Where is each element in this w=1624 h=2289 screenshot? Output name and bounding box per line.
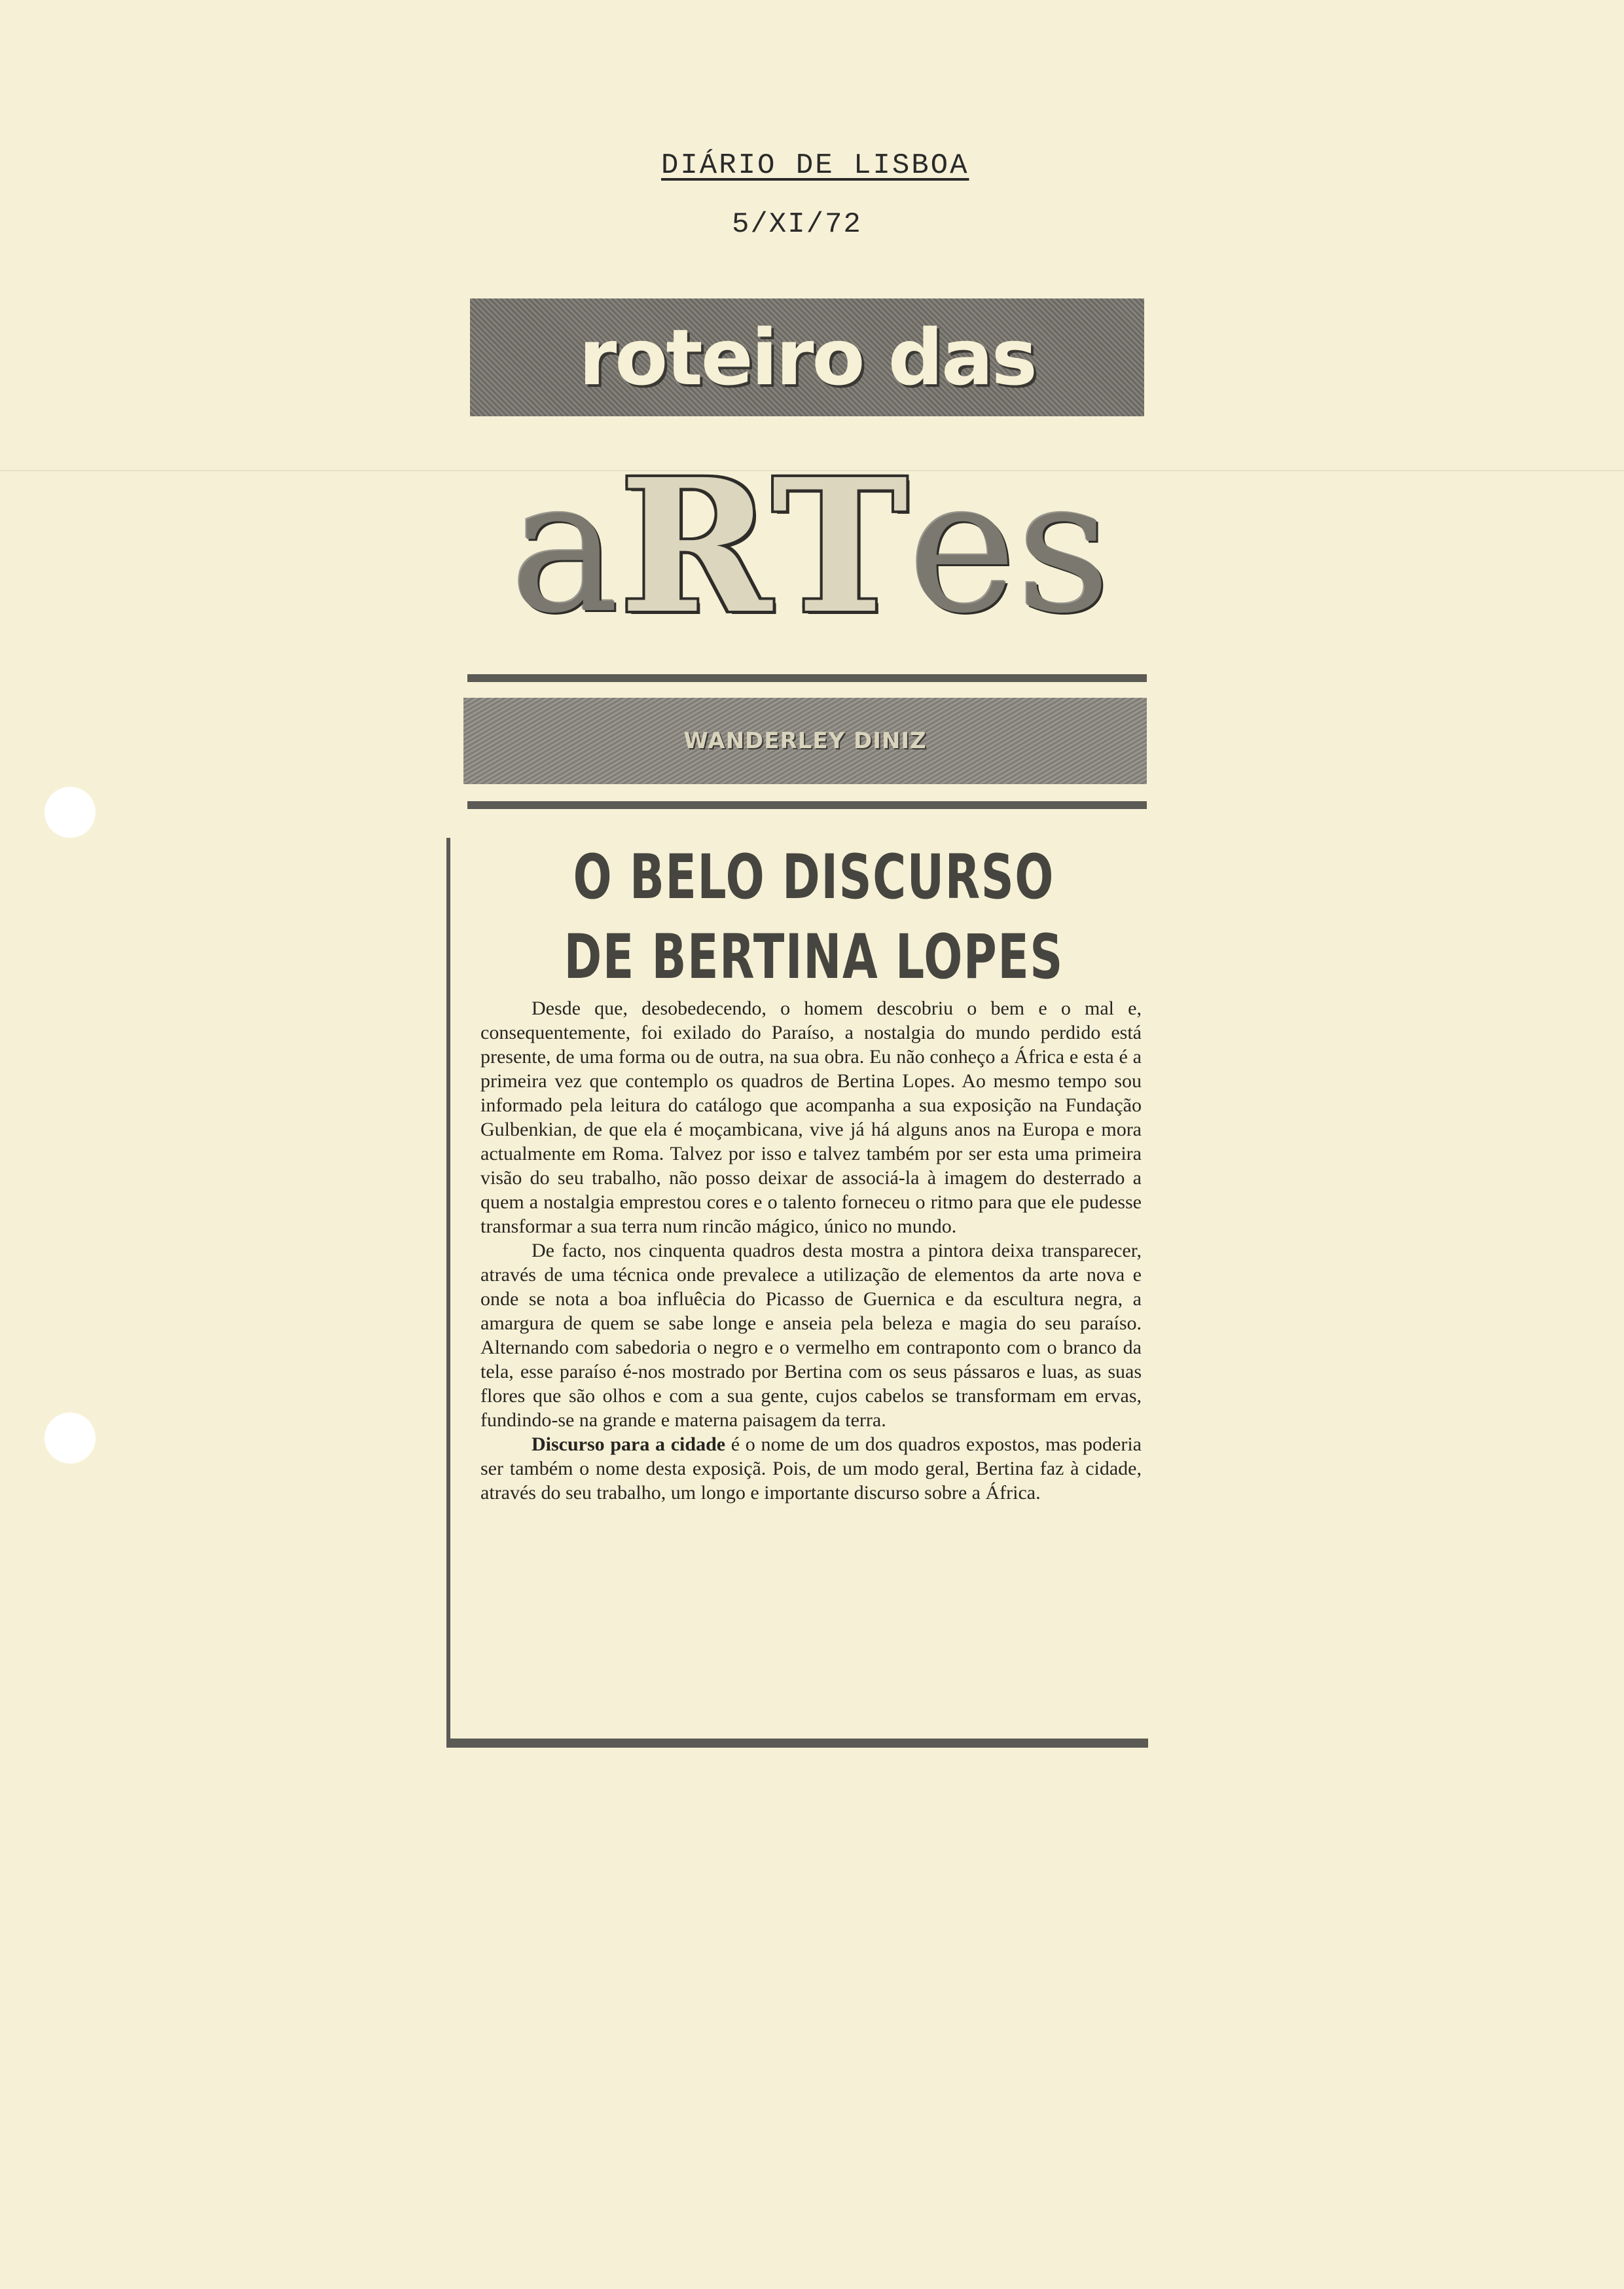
painting-title: Discurso para a cidade (532, 1433, 726, 1455)
divider-rule (467, 674, 1147, 682)
newspaper-clipping (444, 288, 1151, 1761)
clipping-bottom-rule (446, 1739, 1148, 1748)
article-paragraph-3-text: é o nome de um dos quadros expostos, mas poderia ser também o nome desta exposiçã. Pois, de um modo geral, Bertina faz à cidade, através do seu trabalho, um longo e importante discurso sobre a África. (480, 1433, 1142, 1504)
author-byline: WANDERLEY DINIZ (683, 728, 927, 754)
punch-hole-upper (45, 787, 96, 838)
article-paragraph-1: Desde que, desobedecendo, o homem descobriu o bem e o mal e, consequentemente, foi exilado do Paraíso, a nostalgia do mundo perdido está presente, de uma forma ou de outra, na sua obra. Eu não conheço a África e esta é a primeira vez que contemplo os quadros de Bertina Lopes. Ao mesmo tempo sou informado pela leitura do catálogo que acompanha a sua exposição na Fundação Gulbenkian, de que ela é moçambicana, vive já há alguns anos na Europa e mora actualmente em Roma. Talvez por isso e talvez também por ser esta uma primeira visão do seu trabalho, não posso deixar de associá-la à imagem do desterrado a quem a nostalgia emprestou cores e o talento forneceu o ritmo para que ele pudesse transformar a sua terra num rincão mágico, único no mundo. (480, 998, 1142, 1237)
article-paragraph-2: De facto, nos cinquenta quadros desta mostra a pintora deixa transparecer, através de uma técnica onde prevalece a utilização de elementos da arte nova e onde se nota a boa influêcia do Picasso de Guernica e da escultura negra, a amargura de quem se sabe longe e anseia pela beleza e magia do seu paraíso. Alternando com sabedoria o negro e o vermelho em contraponto com o branco da tela, esse paraíso é-nos mostrado por Bertina com os seus pássaros e luas, as suas flores que são olhos e com a sua gente, cujos cabelos se transformam em ervas, fundindo-se na grande e materna paisagem da terra. (480, 1240, 1142, 1431)
logo-letters-es: es (908, 441, 1111, 654)
newspaper-name: DIÁRIO DE LISBOA (661, 149, 969, 182)
publication-date: 5/XI/72 (732, 208, 862, 241)
byline-bar (463, 698, 1147, 784)
logo-letter-a: a (510, 441, 620, 654)
logo-letter-t: T (771, 439, 909, 655)
divider-rule (467, 801, 1147, 809)
column-banner-title: roteiro das (579, 312, 1036, 403)
punch-hole-lower (45, 1413, 96, 1464)
headline-line-1: O BELO DISCURSO (573, 842, 1055, 913)
artes-logotype (463, 439, 1157, 655)
article-paragraph-3 (480, 1432, 1142, 1505)
headline-line-2: DE BERTINA LOPES (564, 922, 1064, 993)
column-banner (470, 298, 1144, 416)
article-left-border (446, 838, 450, 1745)
logo-letter-r: R (619, 439, 772, 655)
article-headline (562, 838, 1066, 998)
article-body (480, 996, 1142, 1505)
